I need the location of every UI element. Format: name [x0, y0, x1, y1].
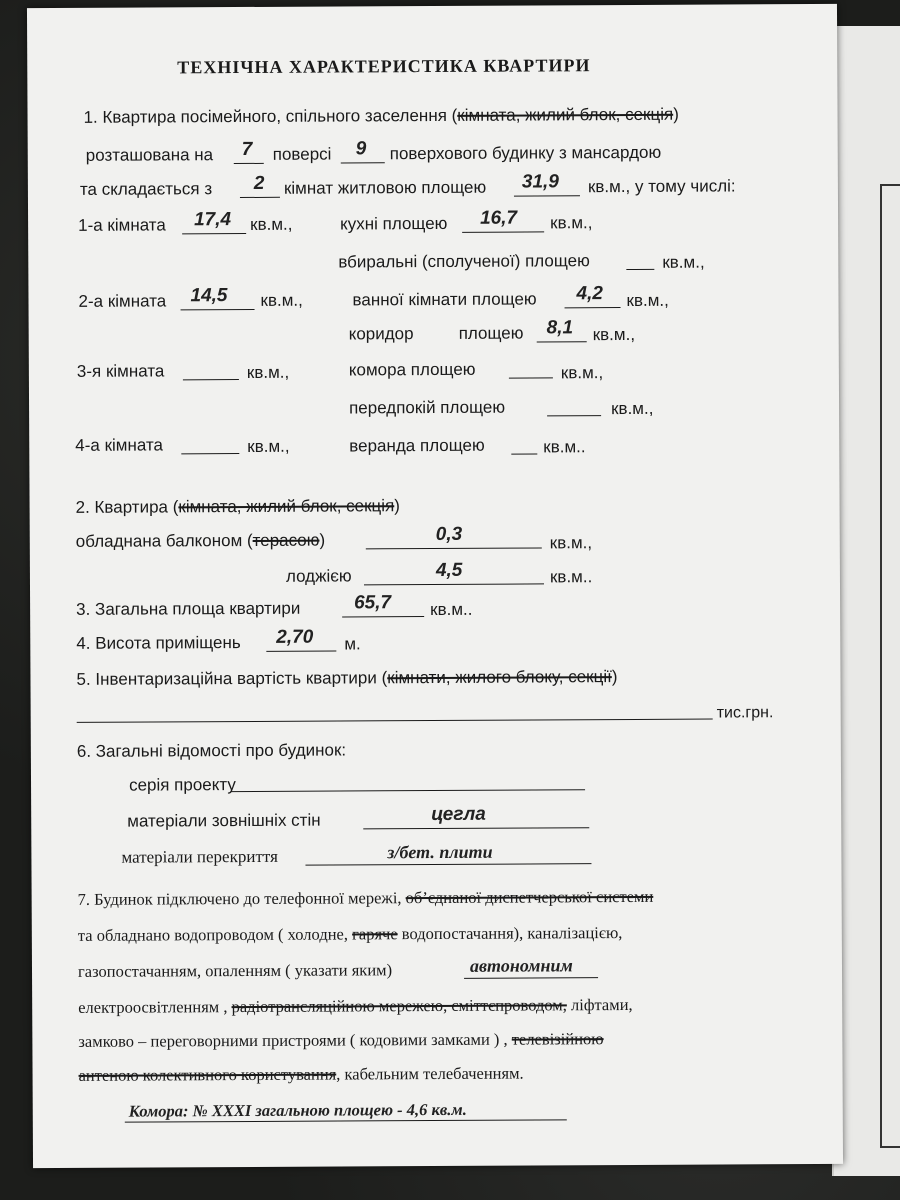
kitchen-line: [462, 231, 544, 232]
floors-total-value: 9: [355, 138, 367, 160]
total-area-line: [342, 616, 424, 617]
heating-line: [464, 977, 598, 979]
heating-value: автономним: [469, 955, 573, 976]
inventory-value-line: [77, 719, 713, 723]
balcony-unit: кв.м.,: [549, 533, 593, 553]
veranda-label: веранда площею: [349, 435, 485, 456]
balcony-line: [366, 547, 542, 549]
bath-line: [565, 307, 621, 308]
storage-note: Комора: № XXXI загальною площею - 4,6 кв.м.: [128, 1099, 467, 1121]
room2-label: 2-а кімната: [78, 291, 167, 311]
s1-line3-a: та складається з: [79, 179, 213, 199]
s7-line6: антеною колективного користування, кабельним телебаченням.: [78, 1063, 524, 1085]
wc-unit: кв.м.,: [662, 252, 705, 272]
s1-line2-a: розташована на: [85, 145, 214, 165]
corridor-unit: кв.м.,: [592, 324, 636, 345]
s7-line2: та обладнано водопроводом ( холодне, гаряче водопостачання), каналізацією,: [77, 923, 623, 945]
room1-line: [182, 233, 246, 234]
inventory-unit: тис.грн.: [716, 704, 774, 722]
corridor-value: 8,1: [546, 317, 574, 339]
rooms-line: [240, 197, 280, 198]
hall-label: передпокій площею: [349, 397, 506, 418]
s6-label: 6. Загальні відомості про будинок:: [76, 740, 347, 761]
s1-line2-c: поверхового будинку з мансардою: [389, 142, 662, 164]
loggia-label: лоджією: [285, 566, 352, 586]
living-area-line: [514, 195, 580, 196]
rooms-value: 2: [253, 172, 265, 194]
kitchen-unit: кв.м.,: [550, 213, 593, 233]
loggia-line: [364, 583, 544, 585]
s7-line3: газопостачанням, опаленням ( указати яким): [77, 960, 393, 981]
room4-unit: кв.м.,: [247, 436, 290, 456]
room1-unit: кв.м.,: [250, 214, 293, 234]
hall-unit: кв.м.,: [611, 398, 654, 419]
height-value: 2,70: [276, 626, 314, 648]
height-line: [266, 651, 336, 652]
s1-line3-c: кв.м., у тому числі:: [587, 176, 736, 197]
adjacent-page-frame: [880, 184, 900, 1148]
floor-value: 7: [241, 138, 253, 161]
storage-label: комора площею: [348, 359, 476, 380]
s1-line2-b: поверсі: [272, 144, 332, 164]
floors-material-line: [305, 863, 591, 865]
series-label: серія проекту: [128, 775, 236, 795]
page-title: ТЕХНІЧНА ХАРАКТЕРИСТИКА КВАРТИРИ: [177, 55, 591, 78]
loggia-value: 4,5: [435, 559, 463, 581]
walls-value: цегла: [431, 803, 486, 826]
corridor-label: коридор: [348, 324, 414, 344]
loggia-unit: кв.м..: [549, 567, 593, 587]
room4-label: 4-а кімната: [75, 435, 164, 455]
wc-label: вбиральні (сполученої) площею: [338, 251, 590, 272]
kitchen-value: 16,7: [480, 207, 518, 229]
floor-line: [234, 163, 264, 164]
series-line: [231, 789, 585, 792]
floors-material-value: з/бет. плити: [387, 841, 493, 863]
floors-line: [341, 162, 385, 163]
hall-line: [547, 415, 601, 416]
bath-label: ванної кімнати площею: [352, 289, 537, 310]
room3-label: 3-я кімната: [76, 361, 165, 381]
bath-value: 4,2: [576, 283, 603, 305]
room4-line: [181, 453, 239, 454]
s5-label: 5. Інвентаризаційна вартість квартири (кімнати, жилого блоку, секції): [76, 667, 618, 689]
living-area-value: 31,9: [521, 171, 559, 193]
bath-unit: кв.м.,: [626, 290, 669, 310]
wc-line: [626, 269, 654, 270]
storage-unit: кв.м.,: [560, 363, 604, 383]
walls-line: [363, 827, 589, 829]
room2-value: 14,5: [190, 285, 228, 307]
s1-line3-b: кімнат житловою площею: [283, 177, 487, 198]
s7-line5: замково – переговорними пристроями ( кодовими замками ) , телевізійною: [78, 1029, 604, 1051]
room2-line: [181, 309, 255, 310]
floors-material-label: матеріали перекриття: [121, 846, 278, 867]
walls-label: матеріали зовнішніх стін: [127, 810, 321, 831]
room2-unit: кв.м.,: [260, 290, 303, 310]
s1-line1: 1. Квартира посімейного, спільного заселення (кімната, жилий блок, секція): [83, 104, 679, 127]
veranda-unit: кв.м..: [543, 437, 586, 457]
balcony-value: 0,3: [435, 523, 463, 545]
corridor-line: [537, 341, 587, 342]
veranda-line: [511, 453, 537, 454]
room1-value: 17,4: [194, 209, 232, 231]
total-area-unit: кв.м..: [430, 599, 473, 620]
s2-line1: 2. Квартира (кімната, жилий блок, секція): [75, 496, 400, 517]
kitchen-label: кухні площею: [340, 213, 448, 234]
room3-line: [183, 379, 239, 380]
corridor-label-2: площею: [458, 323, 524, 343]
s7-line4: електроосвітленням , радіотрансляційною мережею, сміттєпроводом, ліфтами,: [78, 994, 633, 1017]
balcony-label: обладнана балконом (терасою): [75, 530, 326, 551]
room3-unit: кв.м.,: [246, 362, 290, 382]
s4-label: 4. Висота приміщень: [76, 633, 241, 653]
document-page: [27, 4, 843, 1168]
s3-label: 3. Загальна площа квартири: [76, 598, 301, 619]
room1-label: 1-а кімната: [78, 215, 166, 235]
s7-line1: 7. Будинок підключено до телефонної мережі, об’єднаної диспетчерської системи: [77, 886, 654, 909]
total-area-value: 65,7: [354, 592, 392, 614]
height-unit: м.: [344, 634, 361, 654]
storage-line: [509, 377, 553, 378]
